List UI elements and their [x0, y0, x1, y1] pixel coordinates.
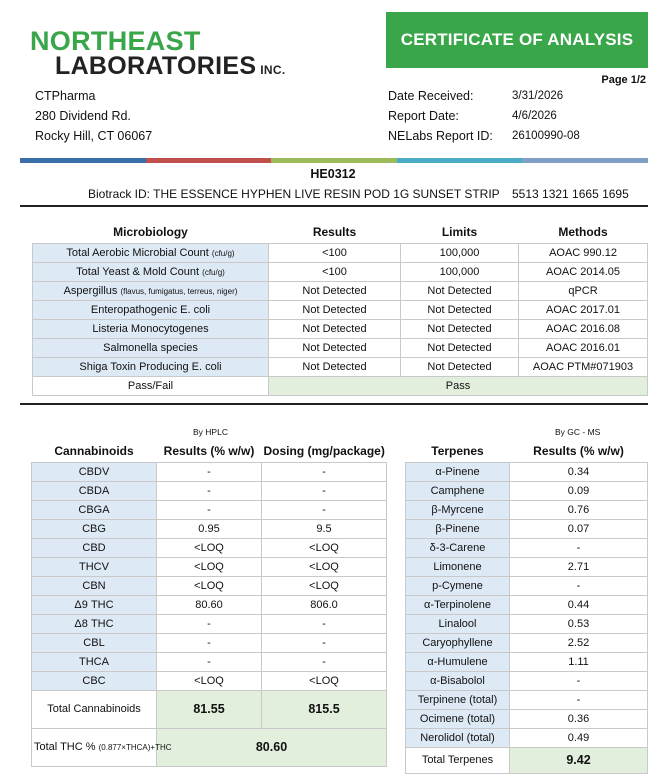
- cannabinoid-dosing: <LOQ: [262, 538, 387, 557]
- cannabinoid-row: [32, 538, 387, 557]
- terpene-row: [406, 671, 648, 690]
- micro-limit: Not Detected: [401, 357, 519, 376]
- cannabinoid-dosing: <LOQ: [262, 576, 387, 595]
- hplc-note: By HPLC: [193, 427, 228, 437]
- micro-test-name: Shiga Toxin Producing E. coli: [79, 360, 222, 373]
- cannabinoid-result: <LOQ: [157, 557, 262, 576]
- biotrack-id: 5513 1321 1665 1695: [512, 187, 629, 201]
- micro-header-row: [33, 221, 648, 243]
- cannabinoid-dosing: 806.0: [262, 595, 387, 614]
- terpene-result: -: [510, 538, 648, 557]
- terpene-name: α-Pinene: [406, 462, 510, 481]
- micro-test-unit: (cfu/g): [211, 248, 235, 258]
- micro-test: [33, 281, 269, 300]
- logo-inc: INC.: [260, 63, 286, 77]
- terpene-row: [406, 614, 648, 633]
- cannabinoid-name: CBG: [32, 519, 157, 538]
- terpene-row: [406, 500, 648, 519]
- total-cannabinoids-row: [32, 690, 387, 728]
- micro-row: [33, 262, 648, 281]
- micro-method: AOAC 2017.01: [519, 300, 648, 319]
- cannabinoid-row: [32, 614, 387, 633]
- terpene-row: [406, 652, 648, 671]
- cannabinoid-name: Δ9 THC: [32, 595, 157, 614]
- micro-method: AOAC 990.12: [519, 243, 648, 262]
- terpene-result: 0.49: [510, 728, 648, 747]
- report-id: 26100990-08: [512, 130, 580, 142]
- terpene-name: Limonene: [406, 557, 510, 576]
- cannabinoid-result: -: [157, 633, 262, 652]
- terpene-name: Terpinene (total): [406, 690, 510, 709]
- cannabinoid-name: CBN: [32, 576, 157, 595]
- cannabinoid-name: THCV: [32, 557, 157, 576]
- micro-result: Not Detected: [269, 357, 401, 376]
- micro-limit: 100,000: [401, 262, 519, 281]
- terpene-name: Linalool: [406, 614, 510, 633]
- date-received-label: Date Received:: [388, 89, 474, 103]
- micro-result: Not Detected: [269, 281, 401, 300]
- cann-header: Dosing (mg/package): [263, 443, 385, 458]
- cannabinoid-row: [32, 595, 387, 614]
- micro-test: [33, 357, 269, 376]
- client-address2: Rocky Hill, CT 06067: [35, 129, 153, 143]
- terpene-name: Camphene: [406, 481, 510, 500]
- total-thc-formula: (0.877×THCA)+THC: [98, 743, 172, 752]
- terpene-result: 0.36: [510, 709, 648, 728]
- terpene-result: -: [510, 690, 648, 709]
- cannabinoid-dosing: -: [262, 614, 387, 633]
- terpene-result: -: [510, 671, 648, 690]
- terpene-result: 0.09: [510, 481, 648, 500]
- terpene-result: 0.34: [510, 462, 648, 481]
- terpene-row: [406, 595, 648, 614]
- terpenes-table: [405, 440, 648, 774]
- cannabinoid-dosing: 9.5: [262, 519, 387, 538]
- terpene-row: [406, 557, 648, 576]
- micro-method: AOAC 2016.01: [519, 338, 648, 357]
- cannabinoid-row: [32, 557, 387, 576]
- cannabinoid-result: 0.95: [157, 519, 262, 538]
- micro-result: Not Detected: [269, 338, 401, 357]
- cannabinoid-result: <LOQ: [157, 538, 262, 557]
- terpene-result: 0.07: [510, 519, 648, 538]
- micro-result: Not Detected: [269, 300, 401, 319]
- sample-code: HE0312: [310, 167, 356, 181]
- terp-header: Results (% w/w): [533, 443, 624, 458]
- cannabinoid-result: -: [157, 481, 262, 500]
- terpene-row: [406, 633, 648, 652]
- cannabinoid-row: [32, 462, 387, 481]
- micro-limit: 100,000: [401, 243, 519, 262]
- micro-result: <100: [269, 262, 401, 281]
- cannabinoid-row: [32, 519, 387, 538]
- client-block: [35, 89, 152, 149]
- biotrack-label: Biotrack ID:: [88, 187, 151, 201]
- micro-test-name: Enteropathogenic E. coli: [90, 303, 211, 316]
- cannabinoid-name: CBGA: [32, 500, 157, 519]
- terpene-result: 2.71: [510, 557, 648, 576]
- total-thc-row: [32, 728, 387, 766]
- report-date-label: Report Date:: [388, 109, 459, 123]
- micro-method: AOAC PTM#071903: [519, 357, 648, 376]
- micro-row: [33, 338, 648, 357]
- page-number: Page 1/2: [601, 74, 646, 86]
- total-terpenes-value: 9.42: [510, 747, 648, 773]
- cann-header: Cannabinoids: [54, 443, 134, 458]
- logo-laboratories-text: LABORATORIES: [55, 52, 257, 80]
- cannabinoid-result: -: [157, 500, 262, 519]
- cannabinoid-name: CBDV: [32, 462, 157, 481]
- color-bar-segment: [20, 158, 146, 163]
- micro-test: [33, 243, 269, 262]
- report-id-label: NELabs Report ID:: [388, 129, 493, 143]
- micro-row: [33, 281, 648, 300]
- cannabinoid-dosing: -: [262, 481, 387, 500]
- micro-test-unit: (flavus, fumigatus, terreus, niger): [120, 286, 238, 296]
- divider-middle: [20, 403, 648, 405]
- micro-header: Limits: [441, 224, 478, 239]
- color-bar-segment: [146, 158, 272, 163]
- terpene-row: [406, 690, 648, 709]
- terp-header-row: [406, 440, 648, 462]
- terpene-name: Caryophyllene: [406, 633, 510, 652]
- micro-test-name: Salmonella species: [103, 341, 198, 354]
- terpene-row: [406, 728, 648, 747]
- micro-test: [33, 262, 269, 281]
- micro-header: Microbiology: [113, 224, 188, 239]
- total-cannabinoids-label: Total Cannabinoids: [32, 690, 157, 728]
- terpene-row: [406, 481, 648, 500]
- document-title: CERTIFICATE OF ANALYSIS: [386, 12, 648, 68]
- terpene-row: [406, 538, 648, 557]
- terpene-result: -: [510, 576, 648, 595]
- cannabinoid-dosing: -: [262, 652, 387, 671]
- cannabinoid-name: CBC: [32, 671, 157, 690]
- cannabinoid-name: Δ8 THC: [32, 614, 157, 633]
- date-received: 3/31/2026: [512, 90, 564, 102]
- client-address1: 280 Dividend Rd.: [35, 109, 131, 123]
- microbiology-table: [32, 221, 648, 396]
- cannabinoid-row: [32, 500, 387, 519]
- passfail-value: Pass: [269, 376, 648, 395]
- micro-limit: Not Detected: [401, 281, 519, 300]
- passfail-label: Pass/Fail: [33, 376, 269, 395]
- terpene-result: 1.11: [510, 652, 648, 671]
- biotrack-line: [88, 187, 500, 201]
- divider-top: [20, 205, 648, 207]
- terpene-row: [406, 576, 648, 595]
- micro-test-unit: (cfu/g): [202, 267, 225, 277]
- terp-header: Terpenes: [431, 443, 484, 458]
- cannabinoid-dosing: <LOQ: [262, 557, 387, 576]
- cannabinoid-row: [32, 633, 387, 652]
- terpene-name: Nerolidol (total): [406, 728, 510, 747]
- cannabinoid-result: 80.60: [157, 595, 262, 614]
- total-terpenes-label: Total Terpenes: [406, 747, 510, 773]
- client-name: CTPharma: [35, 89, 96, 103]
- micro-limit: Not Detected: [401, 338, 519, 357]
- total-terpenes-row: [406, 747, 648, 773]
- cannabinoid-row: [32, 652, 387, 671]
- logo-laboratories: [55, 52, 286, 81]
- terpene-name: δ-3-Carene: [406, 538, 510, 557]
- total-cannabinoids-result: 81.55: [157, 690, 262, 728]
- cannabinoid-dosing: -: [262, 500, 387, 519]
- cann-header: Results (% w/w): [163, 443, 255, 458]
- passfail-row: [33, 376, 648, 395]
- cannabinoid-row: [32, 671, 387, 690]
- color-bar-segment: [397, 158, 523, 163]
- gcms-note: By GC - MS: [555, 427, 601, 437]
- micro-limit: Not Detected: [401, 300, 519, 319]
- terpene-result: 2.52: [510, 633, 648, 652]
- micro-result: Not Detected: [269, 319, 401, 338]
- cannabinoid-result: <LOQ: [157, 671, 262, 690]
- micro-test: [33, 319, 269, 338]
- micro-result: <100: [269, 243, 401, 262]
- terpene-result: 0.76: [510, 500, 648, 519]
- cannabinoids-table: [31, 440, 387, 767]
- color-bar-segment: [271, 158, 397, 163]
- cannabinoid-result: <LOQ: [157, 576, 262, 595]
- micro-method: AOAC 2014.05: [519, 262, 648, 281]
- terpene-result: 0.53: [510, 614, 648, 633]
- terpene-name: p-Cymene: [406, 576, 510, 595]
- cannabinoid-name: THCA: [32, 652, 157, 671]
- micro-method: qPCR: [519, 281, 648, 300]
- micro-test: [33, 300, 269, 319]
- cannabinoid-dosing: -: [262, 462, 387, 481]
- cannabinoid-row: [32, 481, 387, 500]
- cannabinoid-result: -: [157, 652, 262, 671]
- terpene-name: α-Terpinolene: [406, 595, 510, 614]
- cannabinoid-result: -: [157, 614, 262, 633]
- cannabinoid-result: -: [157, 462, 262, 481]
- micro-test: [33, 338, 269, 357]
- micro-test-name: Aspergillus: [63, 284, 118, 297]
- report-date: 4/6/2026: [512, 110, 557, 122]
- micro-row: [33, 357, 648, 376]
- total-thc-value: 80.60: [157, 728, 387, 766]
- cannabinoid-name: CBDA: [32, 481, 157, 500]
- report-meta: [388, 89, 580, 149]
- terpene-name: β-Pinene: [406, 519, 510, 538]
- terpene-row: [406, 519, 648, 538]
- color-bar: [20, 158, 648, 163]
- color-bar-segment: [522, 158, 648, 163]
- micro-limit: Not Detected: [401, 319, 519, 338]
- cannabinoid-name: CBD: [32, 538, 157, 557]
- micro-test-name: Total Aerobic Microbial Count: [66, 246, 209, 259]
- cannabinoid-dosing: <LOQ: [262, 671, 387, 690]
- terpene-result: 0.44: [510, 595, 648, 614]
- terpene-row: [406, 709, 648, 728]
- terpene-row: [406, 462, 648, 481]
- logo-northeast: NORTHEAST: [30, 26, 201, 56]
- product-name: THE ESSENCE HYPHEN LIVE RESIN POD 1G SUNSET STRIP: [153, 187, 500, 201]
- total-thc-label-text: Total THC %: [34, 741, 96, 753]
- total-thc-label: [32, 728, 172, 766]
- micro-row: [33, 319, 648, 338]
- micro-header: Methods: [558, 224, 608, 239]
- micro-method: AOAC 2016.08: [519, 319, 648, 338]
- micro-row: [33, 243, 648, 262]
- cannabinoid-name: CBL: [32, 633, 157, 652]
- terpene-name: β-Myrcene: [406, 500, 510, 519]
- cannabinoid-row: [32, 576, 387, 595]
- cannabinoid-dosing: -: [262, 633, 387, 652]
- micro-header: Results: [312, 224, 357, 239]
- terpene-name: α-Humulene: [406, 652, 510, 671]
- micro-row: [33, 300, 648, 319]
- micro-test-name: Listeria Monocytogenes: [92, 322, 209, 335]
- micro-test-name: Total Yeast & Mold Count: [76, 265, 200, 278]
- total-cannabinoids-dosing: 815.5: [262, 690, 387, 728]
- terpene-name: α-Bisabolol: [406, 671, 510, 690]
- cann-header-row: [32, 440, 387, 462]
- terpene-name: Ocimene (total): [406, 709, 510, 728]
